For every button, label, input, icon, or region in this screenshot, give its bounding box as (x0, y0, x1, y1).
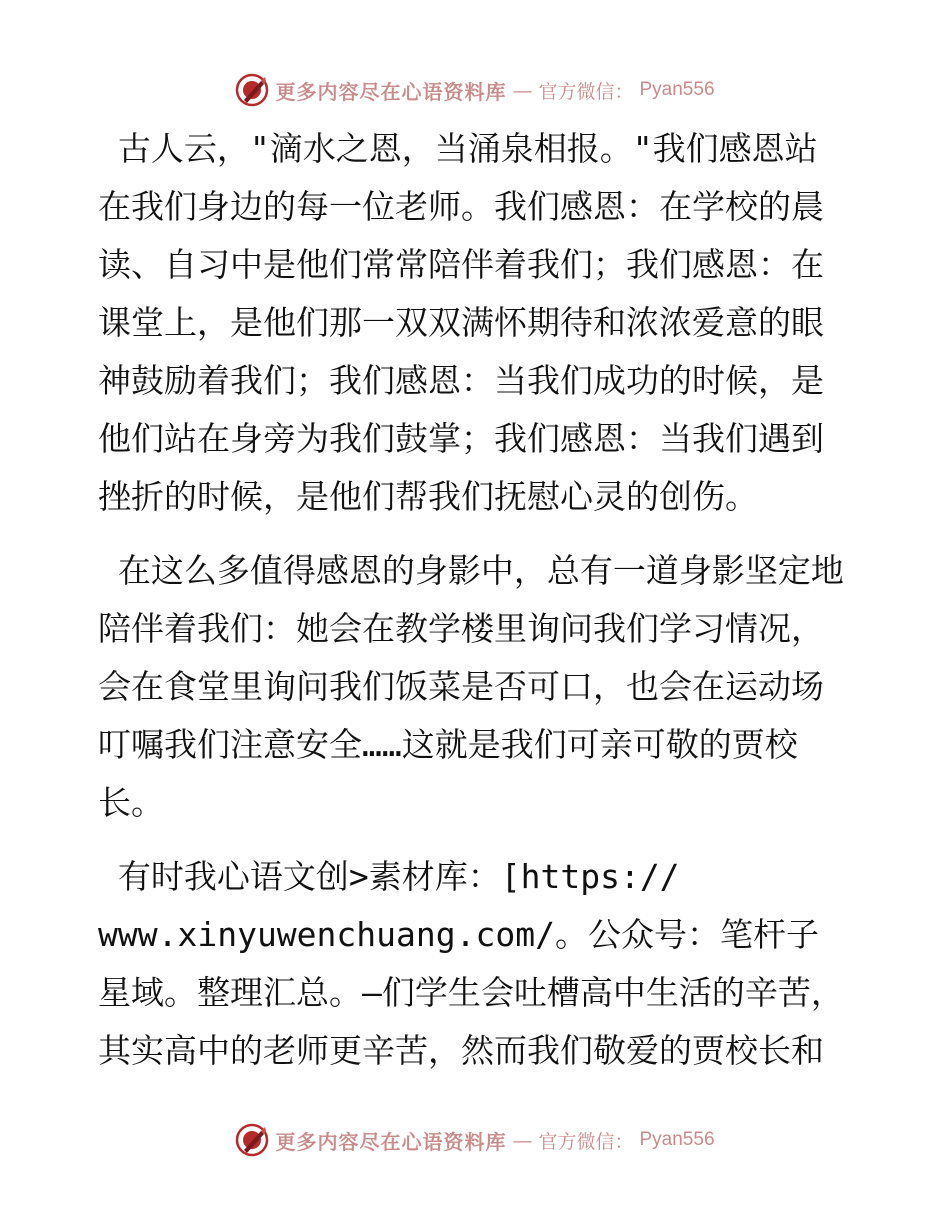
pen-logo-icon (235, 1123, 269, 1157)
pen-logo-icon (235, 73, 269, 107)
document-body (98, 120, 850, 1096)
footer-banner-inner (235, 1123, 714, 1157)
header-title: 更多内容尽在心语资料库 (275, 79, 507, 104)
footer-wechat-label: 官方微信： (538, 1130, 634, 1153)
header-wechat-id: Pyan556 (639, 79, 715, 100)
paragraph-gratitude: 古人云，"滴水之恩，当涌泉相报。"我们感恩站在我们身边的每一位老师。我们感恩：在学校的晨读、自习中是他们常常陪伴着我们；我们感恩：在课堂上，是他们那一双双满怀期待和浓浓爱意的眼神鼓励着我们；我们感恩：当我们成功的时候，是他们站在身旁为我们鼓掌；我们感恩：当我们遇到挫折的时候，是他们帮我们抚慰心灵的创伤。 (98, 129, 824, 516)
footer-separator: — (512, 1128, 533, 1152)
header-banner (0, 70, 950, 110)
footer-wechat-id: Pyan556 (639, 1129, 715, 1150)
paragraph-principal: 在这么多值得感恩的身影中，总有一道身影坚定地陪伴着我们：她会在教学楼里询问我们学习情况，会在食堂里询问我们饭菜是否可口，也会在运动场叮嘱我们注意安全……这就是我们可亲可敬的贾校长。 (98, 551, 844, 822)
header-wechat-label: 官方微信： (538, 80, 634, 103)
header-banner-inner (235, 73, 714, 107)
paragraph-high-school: 有时我心语文创>素材库：[https:// www.xinyuwenchuang.com/。公众号：笔杆子星域。整理汇总。—们学生会吐槽高中生活的辛苦，其实高中的老师更辛苦，然而我们敬爱的贾校长和 (98, 857, 844, 1070)
header-separator: — (512, 78, 533, 102)
footer-title: 更多内容尽在心语资料库 (275, 1129, 507, 1154)
footer-banner (0, 1120, 950, 1160)
